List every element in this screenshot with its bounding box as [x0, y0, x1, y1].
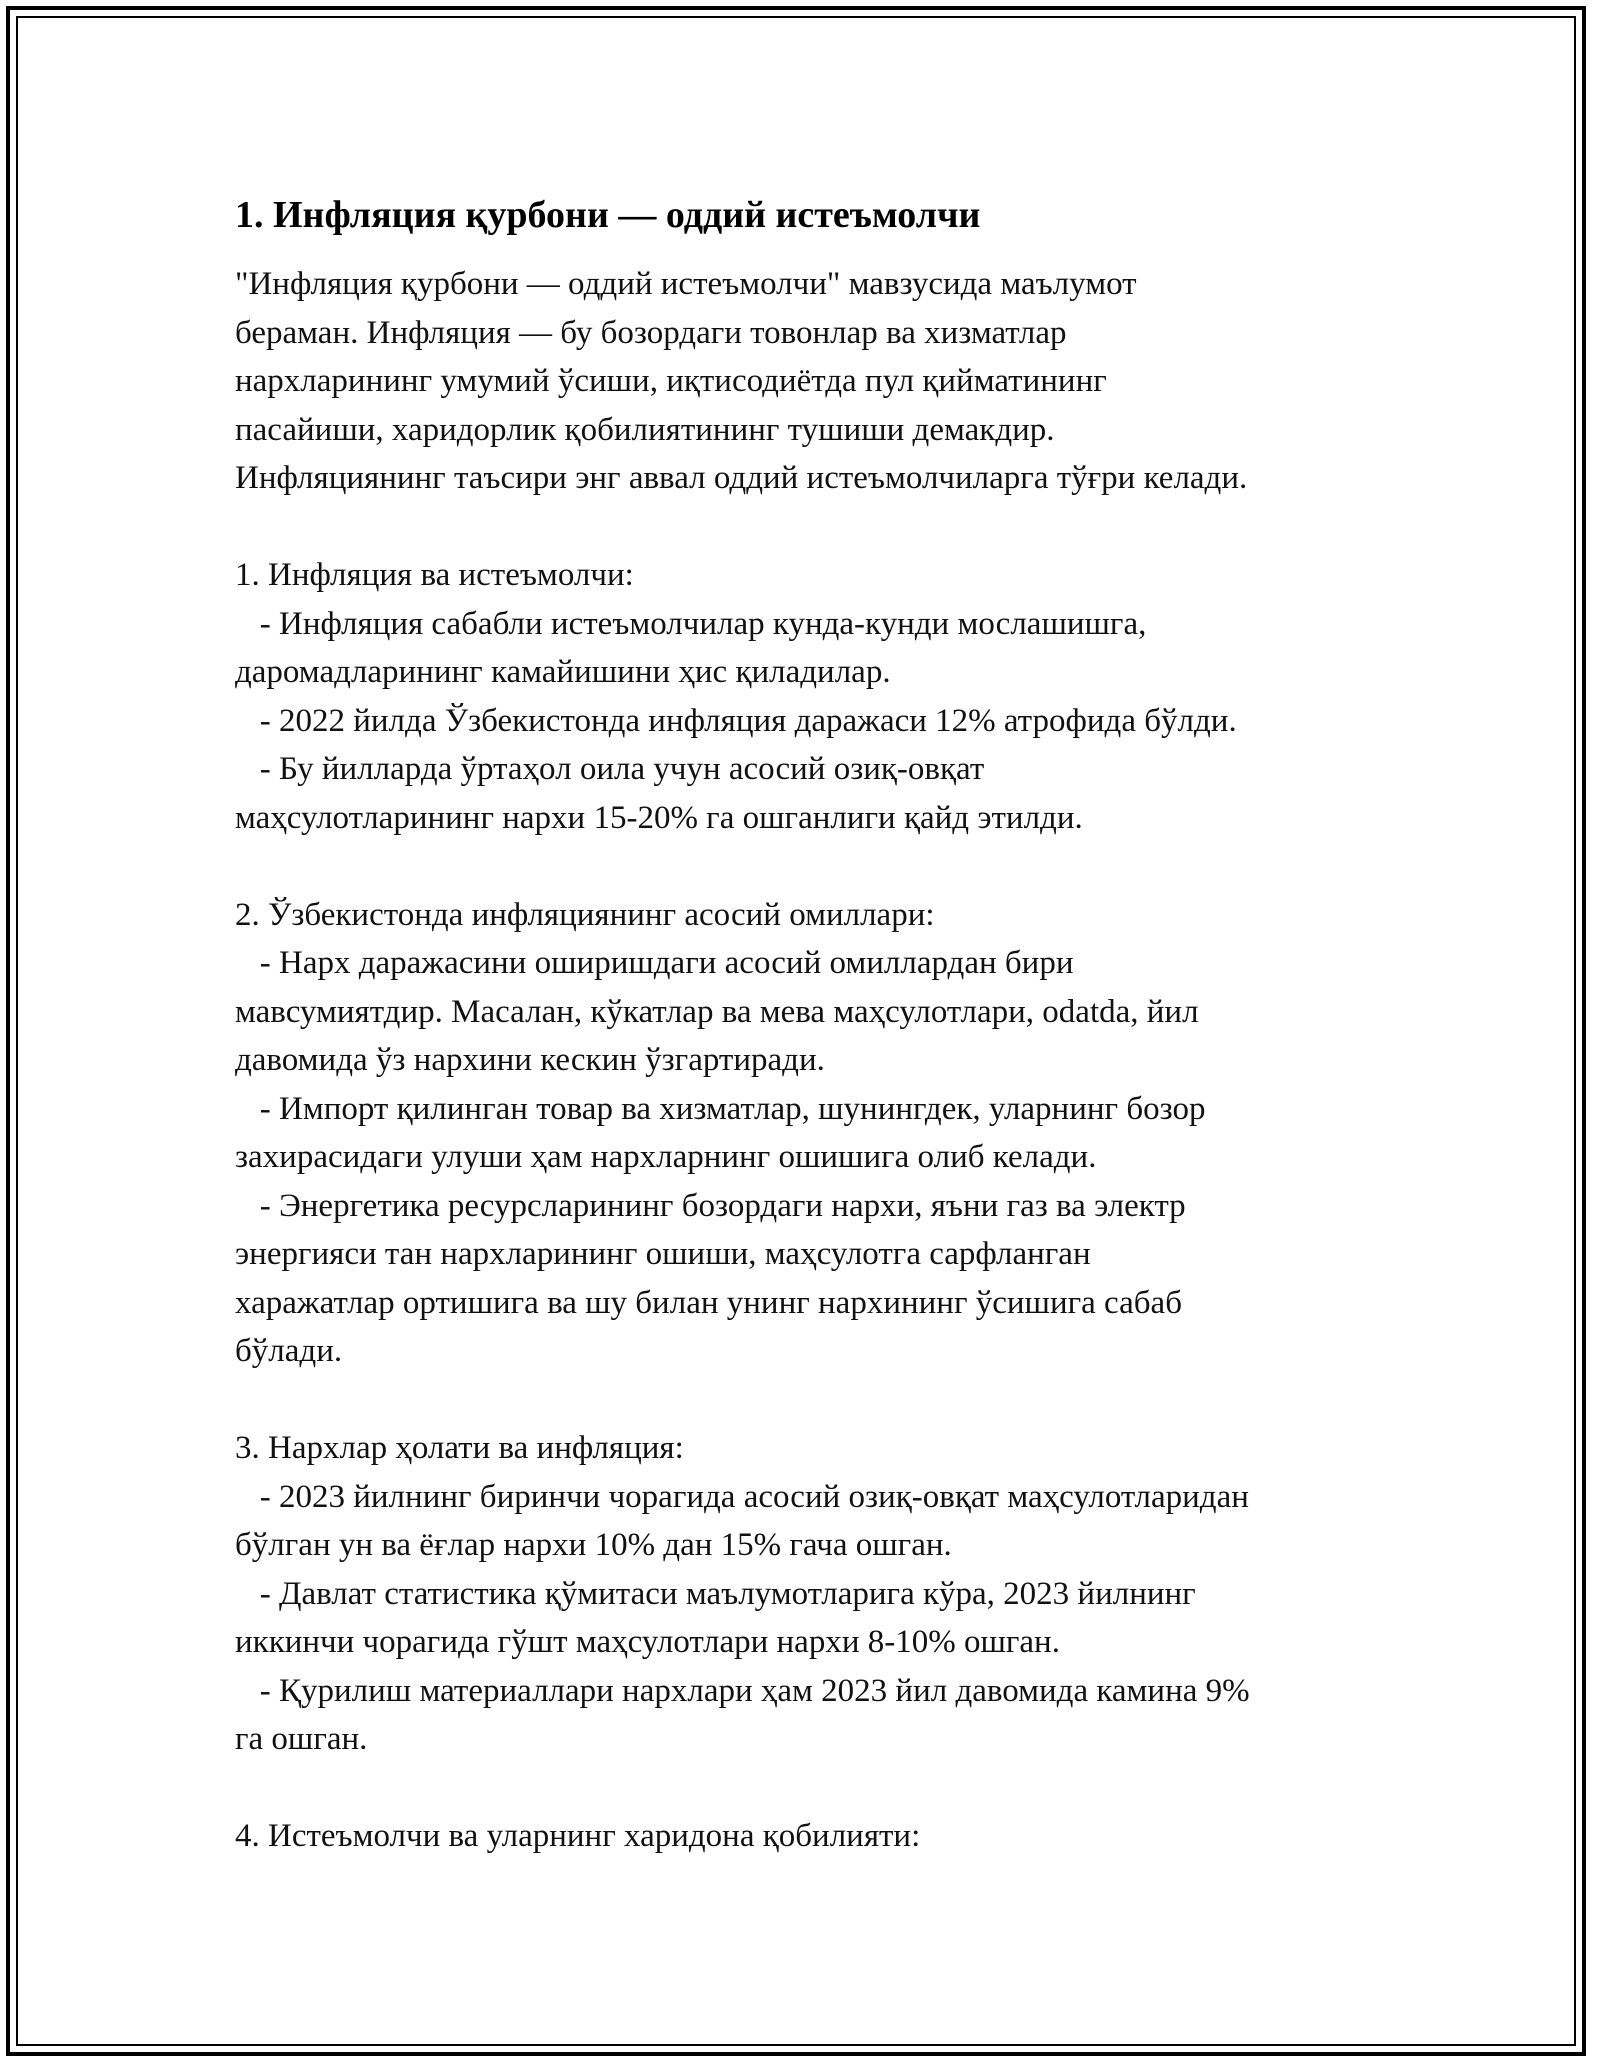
document-content — [235, 180, 1385, 1861]
document-body: "Инфляция қурбони — оддий истеъмолчи" мавзусида маълумот бераман. Инфляция — бу бозордаги товонлар ва хизматлар нархларининг умумий ўсиши, иқтисодиётда пул қийматининг пасайиши, харидорлик қобилиятининг тушиши демакдир. Инфляциянинг таъсири энг аввал оддий истеъмолчиларга тўғри келади. 1. Инфляция ва истеъмолчи: - Инфляция сабабли истеъмолчилар кунда-кунди мослашишга, даромадларининг камайишини ҳис қиладилар. - 2022 йилда Ўзбекистонда инфляция даражаси 12% атрофида бўлди. - Бу йилларда ўртаҳол оила учун асосий озиқ-овқат маҳсулотларининг нархи 15-20% га ошганлиги қайд этилди. 2. Ўзбекистонда инфляциянинг асосий омиллари: - Нарх даражасини оширишдаги асосий омиллардан бири мавсумиятдир. Масалан, кўкатлар ва мева маҳсулотлари, odatda, йил давомида ўз нархини кескин ўзгартиради. - Импорт қилинган товар ва хизматлар, шунингдек, уларнинг бозор захирасидаги улуши ҳам нархларнинг ошишига олиб келади. - Энергетика ресурсларининг бозордаги нархи, яъни газ ва электр энергияси тан нархларининг ошиши, маҳсулотга сарфланган харажатлар ортишига ва шу билан унинг нархининг ўсишига сабаб бўлади. 3. Нархлар ҳолати ва инфляция: - 2023 йилнинг биринчи чорагида асосий озиқ-овқат маҳсулотларидан бўлган ун ва ёғлар нархи 10% дан 15% гача ошган. - Давлат статистика қўмитаси маълумотларига кўра, 2023 йилнинг иккинчи чорагида гўшт маҳсулотлари нархи 8-10% ошган. - Қурилиш материаллари нархлари ҳам 2023 йил давомида камина 9% га ошган. 4. Истеъмолчи ва уларнинг харидона қобилияти: — [235, 266, 1250, 1854]
document-heading: 1. Инфляция қурбони — оддий истеъмолчи — [235, 194, 981, 236]
